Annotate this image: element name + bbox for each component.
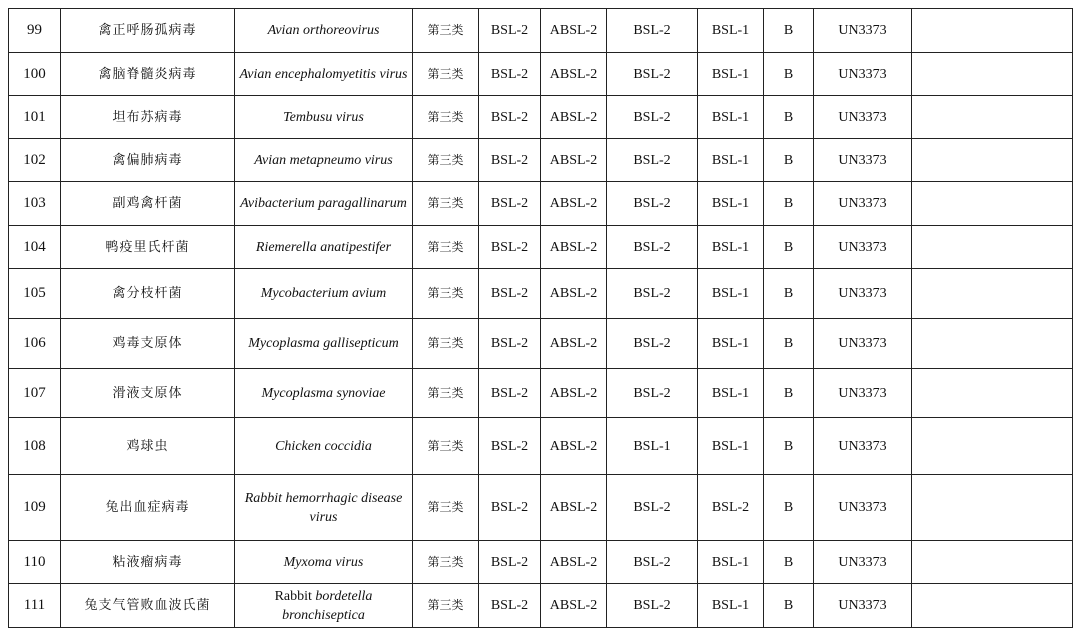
- cell-lab-large: BSL-2: [479, 475, 541, 541]
- cell-no: 99: [9, 9, 61, 53]
- cell-category: 第三类: [413, 418, 479, 475]
- table-row: [9, 269, 1073, 319]
- cell-scientific-name: [235, 96, 413, 139]
- cell-no: 108: [9, 418, 61, 475]
- cell-lab-small: BSL-2: [607, 96, 698, 139]
- cell-lab-inactive: BSL-1: [698, 9, 764, 53]
- scientific-name-italic: Avian metapneumo virus: [254, 152, 393, 168]
- cell-lab-animal: ABSL-2: [541, 319, 607, 369]
- cell-transport-class: B: [764, 9, 814, 53]
- table-row: [9, 584, 1073, 628]
- cell-un-number: UN3373: [814, 475, 912, 541]
- cell-lab-small: BSL-2: [607, 9, 698, 53]
- scientific-name-italic: Avian orthoreovirus: [267, 23, 380, 38]
- cell-lab-small: BSL-2: [607, 475, 698, 541]
- cell-lab-large: BSL-2: [479, 226, 541, 269]
- cell-category: 第三类: [413, 182, 479, 226]
- cell-lab-inactive: BSL-1: [698, 319, 764, 369]
- cell-lab-animal: ABSL-2: [541, 182, 607, 226]
- table-row: [9, 475, 1073, 541]
- scientific-name-italic: bordetella bronchiseptica: [282, 588, 373, 623]
- cell-un-number: UN3373: [814, 139, 912, 182]
- cell-note: [912, 53, 1073, 96]
- scientific-name-italic: Mycoplasma synoviae: [261, 385, 386, 401]
- cell-note: [912, 541, 1073, 584]
- cell-lab-inactive: BSL-1: [698, 418, 764, 475]
- cell-un-number: UN3373: [814, 96, 912, 139]
- cell-lab-large: BSL-2: [479, 541, 541, 584]
- cell-note: [912, 319, 1073, 369]
- cell-lab-large: BSL-2: [479, 319, 541, 369]
- cell-note: [912, 369, 1073, 418]
- table-row: [9, 319, 1073, 369]
- cell-category: 第三类: [413, 226, 479, 269]
- cell-category: 第三类: [413, 541, 479, 584]
- cell-no: 111: [9, 584, 61, 628]
- cell-scientific-name: [235, 9, 413, 53]
- cell-note: [912, 182, 1073, 226]
- cell-note: [912, 226, 1073, 269]
- cell-category: 第三类: [413, 369, 479, 418]
- cell-note: [912, 418, 1073, 475]
- cell-un-number: UN3373: [814, 182, 912, 226]
- cell-lab-animal: ABSL-2: [541, 96, 607, 139]
- cell-lab-large: BSL-2: [479, 182, 541, 226]
- cell-name-cn: 兔支气管败血波氏菌: [61, 584, 235, 628]
- table-row: [9, 53, 1073, 96]
- cell-lab-small: BSL-2: [607, 182, 698, 226]
- cell-lab-animal: ABSL-2: [541, 541, 607, 584]
- cell-transport-class: B: [764, 139, 814, 182]
- cell-no: 110: [9, 541, 61, 584]
- cell-name-cn: 鸡球虫: [61, 418, 235, 475]
- cell-lab-animal: ABSL-2: [541, 369, 607, 418]
- cell-no: 102: [9, 139, 61, 182]
- scientific-name-italic: Rabbit hemorrhagic disease virus: [244, 490, 403, 525]
- cell-name-cn: 副鸡禽杆菌: [61, 182, 235, 226]
- cell-lab-inactive: BSL-1: [698, 369, 764, 418]
- cell-lab-animal: ABSL-2: [541, 475, 607, 541]
- table-row: [9, 9, 1073, 53]
- cell-note: [912, 269, 1073, 319]
- cell-un-number: UN3373: [814, 269, 912, 319]
- cell-lab-large: BSL-2: [479, 584, 541, 628]
- cell-lab-large: BSL-2: [479, 96, 541, 139]
- cell-un-number: UN3373: [814, 53, 912, 96]
- cell-note: [912, 96, 1073, 139]
- cell-name-cn: 禽偏肺病毒: [61, 139, 235, 182]
- cell-un-number: UN3373: [814, 319, 912, 369]
- cell-lab-animal: ABSL-2: [541, 418, 607, 475]
- cell-note: [912, 9, 1073, 53]
- cell-scientific-name: [235, 369, 413, 418]
- cell-lab-small: BSL-2: [607, 541, 698, 584]
- cell-lab-animal: ABSL-2: [541, 226, 607, 269]
- cell-name-cn: 滑液支原体: [61, 369, 235, 418]
- cell-no: 101: [9, 96, 61, 139]
- cell-lab-animal: ABSL-2: [541, 139, 607, 182]
- cell-lab-small: BSL-2: [607, 319, 698, 369]
- cell-lab-animal: ABSL-2: [541, 9, 607, 53]
- cell-lab-inactive: BSL-1: [698, 53, 764, 96]
- cell-un-number: UN3373: [814, 541, 912, 584]
- cell-name-cn: 兔出血症病毒: [61, 475, 235, 541]
- scientific-name-italic: Tembusu virus: [283, 109, 364, 125]
- cell-scientific-name: [235, 226, 413, 269]
- cell-scientific-name: [235, 418, 413, 475]
- cell-lab-large: BSL-2: [479, 269, 541, 319]
- cell-lab-inactive: BSL-1: [698, 226, 764, 269]
- cell-transport-class: B: [764, 541, 814, 584]
- cell-scientific-name: [235, 541, 413, 584]
- cell-scientific-name: [235, 53, 413, 96]
- table-row: [9, 226, 1073, 269]
- cell-no: 105: [9, 269, 61, 319]
- table-row: [9, 182, 1073, 226]
- cell-category: 第三类: [413, 475, 479, 541]
- cell-no: 106: [9, 319, 61, 369]
- cell-lab-inactive: BSL-1: [698, 139, 764, 182]
- cell-no: 109: [9, 475, 61, 541]
- cell-name-cn: 禽分枝杆菌: [61, 269, 235, 319]
- table-row: [9, 96, 1073, 139]
- cell-lab-small: BSL-1: [607, 418, 698, 475]
- cell-scientific-name: [235, 319, 413, 369]
- cell-category: 第三类: [413, 319, 479, 369]
- cell-transport-class: B: [764, 418, 814, 475]
- cell-note: [912, 475, 1073, 541]
- cell-category: 第三类: [413, 96, 479, 139]
- cell-transport-class: B: [764, 269, 814, 319]
- cell-no: 107: [9, 369, 61, 418]
- cell-lab-large: BSL-2: [479, 53, 541, 96]
- cell-lab-small: BSL-2: [607, 53, 698, 96]
- cell-transport-class: B: [764, 226, 814, 269]
- cell-scientific-name: [235, 584, 413, 628]
- scientific-name-italic: Riemerella anatipestifer: [255, 239, 392, 255]
- scientific-name-italic: Chicken coccidia: [275, 438, 372, 454]
- scientific-name-italic: Avian encephalomyetitis virus: [239, 66, 408, 82]
- table-row: [9, 369, 1073, 418]
- cell-transport-class: B: [764, 96, 814, 139]
- cell-scientific-name: [235, 475, 413, 541]
- cell-lab-small: BSL-2: [607, 269, 698, 319]
- cell-no: 104: [9, 226, 61, 269]
- cell-category: 第三类: [413, 584, 479, 628]
- cell-lab-animal: ABSL-2: [541, 53, 607, 96]
- table-row: [9, 418, 1073, 475]
- scientific-name-italic: Mycoplasma gallisepticum: [248, 336, 399, 351]
- cell-lab-small: BSL-2: [607, 369, 698, 418]
- cell-lab-inactive: BSL-1: [698, 96, 764, 139]
- cell-category: 第三类: [413, 53, 479, 96]
- cell-transport-class: B: [764, 584, 814, 628]
- cell-name-cn: 粘液瘤病毒: [61, 541, 235, 584]
- cell-lab-large: BSL-2: [479, 139, 541, 182]
- scientific-name-italic: Mycobacterium avium: [260, 286, 387, 301]
- cell-lab-large: BSL-2: [479, 369, 541, 418]
- cell-name-cn: 坦布苏病毒: [61, 96, 235, 139]
- cell-un-number: UN3373: [814, 9, 912, 53]
- cell-transport-class: B: [764, 475, 814, 541]
- cell-category: 第三类: [413, 9, 479, 53]
- cell-category: 第三类: [413, 139, 479, 182]
- cell-lab-inactive: BSL-2: [698, 475, 764, 541]
- cell-note: [912, 584, 1073, 628]
- cell-lab-animal: ABSL-2: [541, 584, 607, 628]
- cell-transport-class: B: [764, 53, 814, 96]
- cell-name-cn: 鸡毒支原体: [61, 319, 235, 369]
- cell-note: [912, 139, 1073, 182]
- cell-lab-small: BSL-2: [607, 226, 698, 269]
- table-row: [9, 541, 1073, 584]
- cell-category: 第三类: [413, 269, 479, 319]
- cell-lab-inactive: BSL-1: [698, 541, 764, 584]
- cell-transport-class: B: [764, 319, 814, 369]
- table-row: [9, 139, 1073, 182]
- pathogen-table-container: [8, 8, 1073, 628]
- cell-un-number: UN3373: [814, 584, 912, 628]
- cell-lab-small: BSL-2: [607, 584, 698, 628]
- cell-name-cn: 鸭疫里氏杆菌: [61, 226, 235, 269]
- pathogen-table: [8, 8, 1073, 628]
- scientific-name-roman: Rabbit: [274, 588, 312, 604]
- scientific-name-italic: Avibacterium paragallinarum: [240, 196, 407, 211]
- cell-lab-large: BSL-2: [479, 9, 541, 53]
- cell-no: 100: [9, 53, 61, 96]
- cell-un-number: UN3373: [814, 369, 912, 418]
- cell-lab-small: BSL-2: [607, 139, 698, 182]
- cell-scientific-name: [235, 182, 413, 226]
- cell-lab-inactive: BSL-1: [698, 584, 764, 628]
- cell-un-number: UN3373: [814, 418, 912, 475]
- cell-lab-inactive: BSL-1: [698, 182, 764, 226]
- cell-name-cn: 禽正呼肠孤病毒: [61, 9, 235, 53]
- cell-lab-animal: ABSL-2: [541, 269, 607, 319]
- cell-lab-inactive: BSL-1: [698, 269, 764, 319]
- cell-transport-class: B: [764, 369, 814, 418]
- cell-lab-large: BSL-2: [479, 418, 541, 475]
- cell-transport-class: B: [764, 182, 814, 226]
- cell-scientific-name: [235, 269, 413, 319]
- table-body: [9, 9, 1073, 628]
- cell-no: 103: [9, 182, 61, 226]
- cell-scientific-name: [235, 139, 413, 182]
- cell-un-number: UN3373: [814, 226, 912, 269]
- cell-name-cn: 禽脑脊髓炎病毒: [61, 53, 235, 96]
- scientific-name-italic: Myxoma virus: [283, 554, 364, 570]
